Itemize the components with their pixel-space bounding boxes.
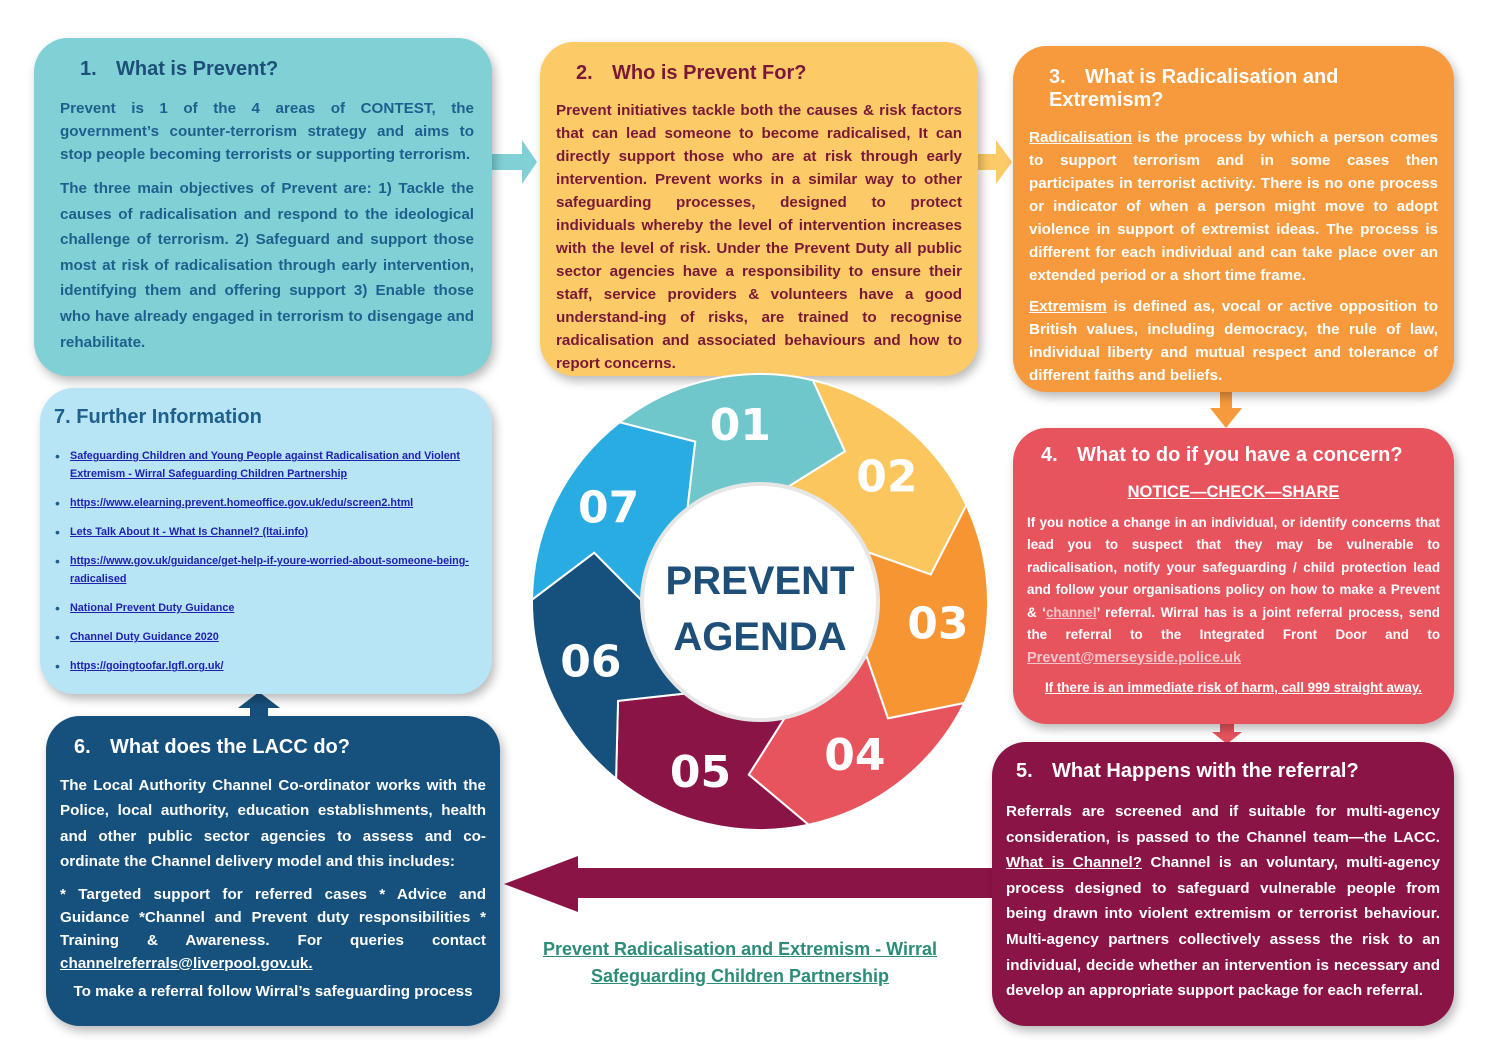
cycle-label-06: 06 xyxy=(560,636,622,688)
link-safeguarding-children-radicalisation[interactable]: Safeguarding Children and Young People against Radicalisation and Violent Extremism - Wirral Safeguarding Children Partnership xyxy=(70,450,460,480)
link-channel-duty-guidance[interactable]: Channel Duty Guidance 2020 xyxy=(70,631,219,643)
section-1-title: What is Prevent? xyxy=(116,58,279,80)
referral-text-a: Referrals are screened and if suitable for multi-agency consideration, is passed to the Channel team—the LACC. xyxy=(1006,803,1440,846)
section-4-title: What to do if you have a concern? xyxy=(1077,444,1403,466)
section-1-paragraph-2: The three main objectives of Prevent are: 1) Tackle the causes of radicalisation and respond to the ideological challenge of terrorism. 2) Safeguard and support those most at risk of radicalisation through early intervention, identifying them and offering support 3) Enable those who have already engaged in terrorism to disengage and rehabilitate. xyxy=(60,180,474,351)
section-6-number: 6. xyxy=(74,736,91,758)
section-6-paragraph-3: To make a referral follow Wirral’s safeguarding process xyxy=(73,982,473,1000)
cycle-label-07: 07 xyxy=(578,482,640,534)
section-7-title: Further Information xyxy=(76,406,262,428)
extremism-definition: is defined as, vocal or active opposition to British values, including democracy, the rule of law, individual liberty and mutual respect and tolerance of different faiths and beliefs. xyxy=(1029,298,1438,384)
cycle-label-05: 05 xyxy=(669,746,732,798)
cycle-label-01: 01 xyxy=(709,400,772,452)
center-title-line-1: PREVENT xyxy=(665,559,855,603)
term-radicalisation: Radicalisation xyxy=(1029,129,1132,146)
concern-text-b: ’ referral. Wirral has is a joint referral process, send the referral to the Integrated Front Door and to xyxy=(1027,604,1440,642)
referral-text-b: Channel is an voluntary, multi-agency process designed to safeguard vulnerable people from being drawn into violent extremism or terrorist behaviour. Multi-agency partners collectively assess the risk to an individual, decide whether an intervention is necessary and develop an appropriate support package for each referral. xyxy=(1006,854,1440,1000)
section-6-title: What does the LACC do? xyxy=(110,736,350,758)
wirral-partnership-link[interactable] xyxy=(512,936,968,990)
footer-line-2: Safeguarding Children Partnership xyxy=(590,966,890,986)
lacc-services: * Targeted support for referred cases * Advice and Guidance *Channel and Prevent duty responsibilities * Training & Awareness. For queries contact xyxy=(60,885,486,949)
section-4-number: 4. xyxy=(1041,444,1058,466)
channel-link[interactable]: channel xyxy=(1045,604,1097,620)
section-3-number: 3. xyxy=(1049,66,1066,88)
section-1-number: 1. xyxy=(80,58,97,80)
link-gov-uk-guidance[interactable]: https://www.gov.uk/guidance/get-help-if-youre-worried-about-someone-being-radicalised xyxy=(70,555,469,585)
cycle-label-04: 04 xyxy=(824,729,886,781)
concern-text-a: If you notice a change in an individual, or identify concerns that lead you to suspect that they may be vulnerable to radicalisation, notify your safeguarding / child protection lead and follow your organisations policy on how to make a Prevent & ‘ xyxy=(1027,514,1440,620)
section-2-paragraph: Prevent initiatives tackle both the causes & risk factors that can lead someone to become radicalised, It can directly support those who are at risk through early intervention. Prevent works in a similar way to other safeguarding processes, designed to protect individuals whereby the level of intervention increases with the level of risk. Under the Prevent Duty all public sector agencies have a responsibility to ensure their staff, service providers & volunteers have a good understand-ing of risks, are trained to recognise radicalisation and associated behaviours and how to report concerns. xyxy=(556,102,962,372)
link-lets-talk-about-it[interactable]: Lets Talk About It - What Is Channel? (ltai.info) xyxy=(70,526,309,538)
term-extremism: Extremism xyxy=(1029,298,1107,315)
cycle-label-03: 03 xyxy=(907,598,969,650)
section-6-paragraph-1: The Local Authority Channel Co-ordinator works with the Police, local authority, education establishments, health and other public sector agencies to assess and co-ordinate the Channel delivery model and this includes: xyxy=(60,777,486,871)
section-5-title: What Happens with the referral? xyxy=(1052,760,1359,782)
what-is-channel-question: What is Channel? xyxy=(1006,854,1142,872)
cycle-label-02: 02 xyxy=(856,451,918,503)
radicalisation-definition: is the process by which a person comes to support terrorism and in some cases then participates in terrorist activity. There is no one process or indicator of when a person might move to adopt violence in support of extremist ideas. The process is different for each individual and can take place over an extended period or a short time frame. xyxy=(1029,129,1438,284)
footer-line-1: Prevent Radicalisation and Extremism - Wirral xyxy=(543,939,937,959)
center-title-line-2: AGENDA xyxy=(673,615,847,659)
section-2-number: 2. xyxy=(576,62,593,84)
channel-referrals-email-link[interactable]: channelreferrals@liverpool.gov.uk. xyxy=(60,954,313,972)
section-2-title: Who is Prevent For? xyxy=(612,62,807,84)
link-going-too-far[interactable]: https://goingtoofar.lgfl.org.uk/ xyxy=(70,660,224,672)
section-5-number: 5. xyxy=(1016,760,1033,782)
notice-check-share-slogan: NOTICE—CHECK—SHARE xyxy=(1127,483,1340,501)
prevent-email-link[interactable]: Prevent@merseyside.police.uk xyxy=(1027,649,1242,666)
link-national-prevent-duty[interactable]: National Prevent Duty Guidance xyxy=(70,602,235,614)
section-3-title: What is Radicalisation and Extremism? xyxy=(1049,66,1339,111)
section-1-paragraph-1: Prevent is 1 of the 4 areas of CONTEST, the government’s counter-terrorism strategy and aims to stop people becoming terrorists or supporting terrorism. xyxy=(60,100,474,163)
link-elearning-prevent[interactable]: https://www.elearning.prevent.homeoffice.gov.uk/edu/screen2.html xyxy=(70,497,414,509)
section-7-number: 7. xyxy=(54,406,71,428)
immediate-risk-warning: If there is an immediate risk of harm, call 999 straight away. xyxy=(1044,680,1423,695)
